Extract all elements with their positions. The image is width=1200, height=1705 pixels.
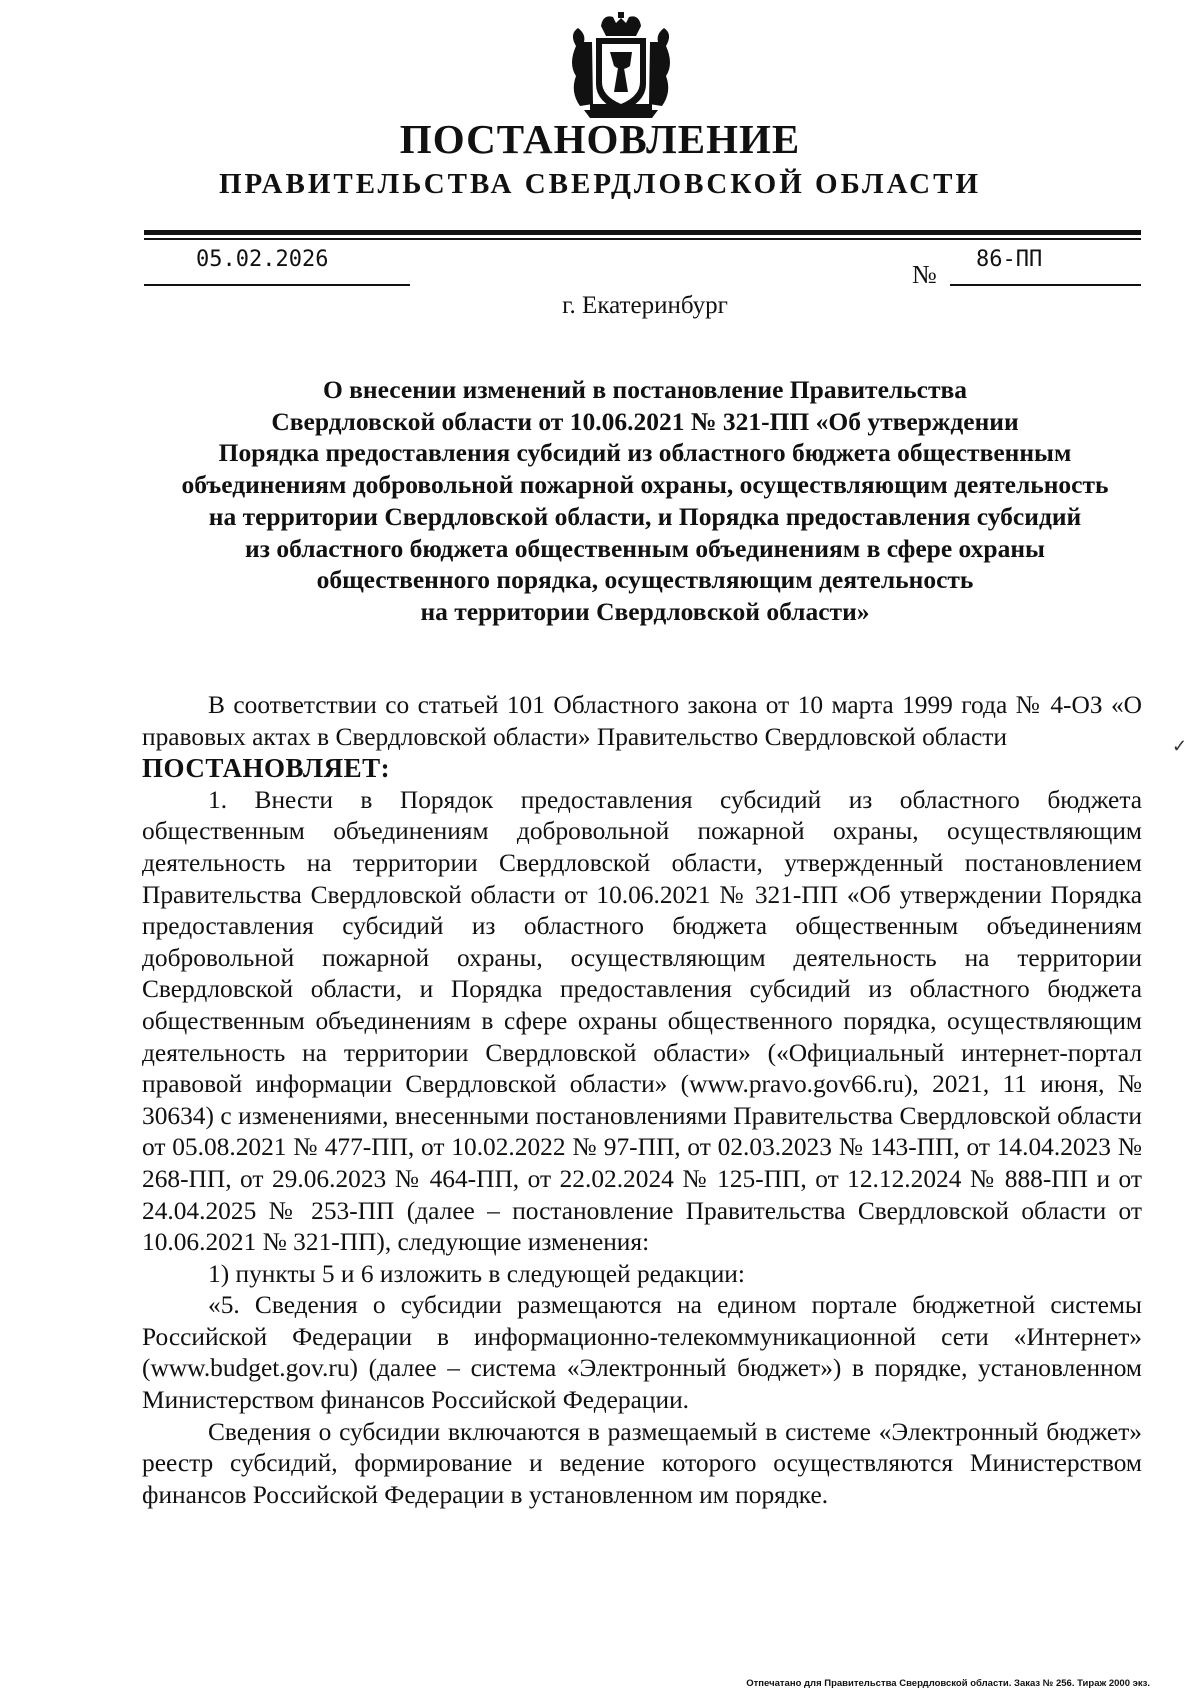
header-rule-thin xyxy=(144,238,1141,240)
decree-word: ПОСТАНОВЛЯЕТ: xyxy=(142,753,391,784)
number-underline xyxy=(950,284,1141,286)
subject-line: на территории Свердловской области, и Порядка предоставления субсидий xyxy=(208,501,1082,531)
header-rule-thick xyxy=(144,230,1141,235)
subject-line: из областного бюджета общественным объединениям в сфере охраны xyxy=(245,533,1045,563)
handwritten-check-mark: ✓ xyxy=(1172,736,1188,756)
document-date: 05.02.2026 xyxy=(196,247,329,272)
item-1-paragraph: 1. Внести в Порядок предоставления субсидий из областного бюджета общественным объединениям добровольной пожарной охраны, осуществляющим деятельность на территории Свердловской области, утвержденный постановлением Правительства Свердловской области от 10.06.2021 № 321-ПП «Об утверждении Порядка предоставления субсидий из областного бюджета общественным объединениям добровольной пожарной охраны, осуществляющим деятельность на территории Свердловской области, и Порядка предоставления субсидий из областного бюджета общественным объединениям в сфере охраны общественного порядка, осуществляющим деятельность на территории Свердловской области» («Официальный интернет-портал правовой информации Свердловской области» (www.pravo.gov66.ru), 2021, 11 июня, № 30634) с изменениями, внесенными постановлениями Правительства Свердловской области от 05.08.2021 № 477-ПП, от 10.02.2022 № 97-ПП, от 02.03.2023 № 143-ПП, от 14.04.2023 № 268-ПП, от 29.06.2023 № 464-ПП, от 22.02.2024 № 125-ПП, от 12.12.2024 № 888-ПП и от 24.04.2025 № 253-ПП (далее – постановление Правительства Свердловской области от 10.06.2021 № 321-ПП), следующие изменения: xyxy=(142,785,1142,1257)
print-footer: Отпечатано для Правительства Свердловской области. Заказ № 256. Тираж 2000 экз. xyxy=(746,1678,1150,1689)
document-subject xyxy=(150,374,1140,628)
subject-line: Порядка предоставления субсидий из областного бюджета общественным xyxy=(218,438,1072,468)
point-5-continuation-paragraph: Сведения о субсидии включаются в размещаемый в системе «Электронный бюджет» реестр субсидий, формирование и ведение которого осуществляются Министерством финансов Российской Федерации в установленном им порядке. xyxy=(142,1417,1142,1509)
document-city: г. Екатеринбург xyxy=(562,292,728,319)
preamble-paragraph: В соответствии со статьей 101 Областного закона от 10 марта 1999 года № 4-ОЗ «О правовых актах в Свердловской области» Правительство Свердловской области xyxy=(142,691,1142,751)
issuing-organization: ПРАВИТЕЛЬСТВА СВЕРДЛОВСКОЙ ОБЛАСТИ xyxy=(218,168,982,200)
coat-of-arms-emblem xyxy=(566,12,676,118)
document-type-title: ПОСТАНОВЛЕНИЕ xyxy=(399,116,801,162)
point-5-paragraph: «5. Сведения о субсидии размещаются на едином портале бюджетной системы Российской Федерации в информационно-телекоммуникационной сети «Интернет» (www.budget.gov.ru) (далее – система «Электронный бюджет») в порядке, установленном Министерством финансов Российской Федерации. xyxy=(142,1291,1142,1415)
document-body xyxy=(142,690,1142,1511)
subject-line: объединениям добровольной пожарной охраны, осуществляющим деятельность xyxy=(181,470,1109,500)
subject-line: общественного порядка, осуществляющим деятельность xyxy=(316,565,974,595)
date-underline xyxy=(144,284,410,286)
document-number: 86-ПП xyxy=(976,247,1043,272)
subject-line: на территории Свердловской области» xyxy=(420,596,870,626)
number-sign: № xyxy=(912,260,937,289)
subject-line: Свердловской области от 10.06.2021 № 321-ПП «Об утверждении xyxy=(271,406,1019,436)
subitem-1-paragraph: 1) пункты 5 и 6 изложить в следующей редакции: xyxy=(208,1259,745,1288)
subject-line: О внесении изменений в постановление Правительства xyxy=(322,375,968,404)
